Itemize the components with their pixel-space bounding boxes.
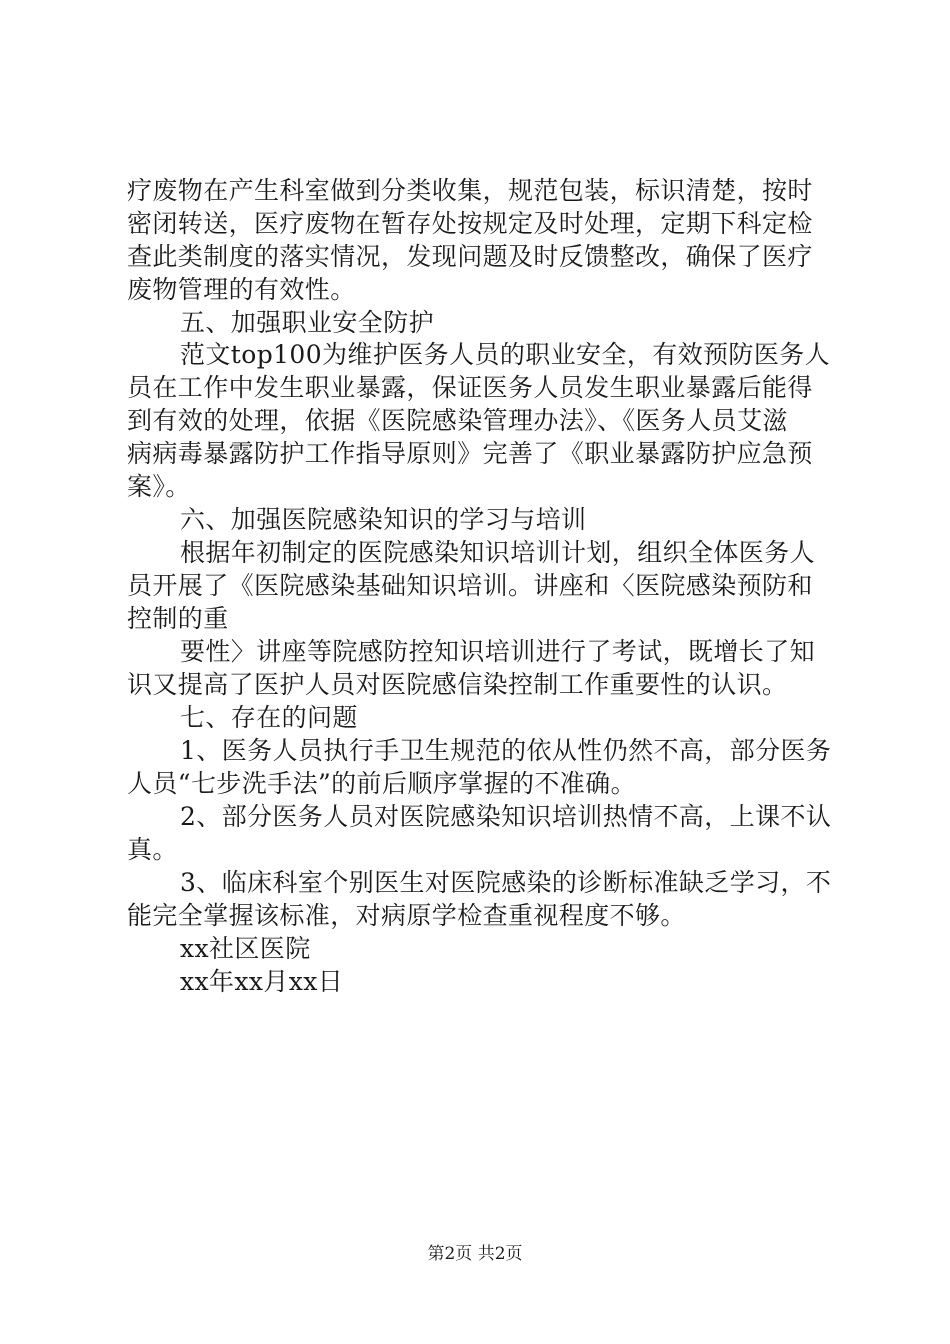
body-text-line: 废物管理的有效性。 xyxy=(127,275,356,304)
list-item-text: 能完全掌握该标准，对病原学检查重视程度不够。 xyxy=(127,901,686,930)
body-text-line: 员在工作中发生职业暴露，保证医务人员发生职业暴露后能得 xyxy=(127,373,813,402)
body-text-line: 根据年初制定的医院感染知识培训计划，组织全体医务人 xyxy=(180,538,816,567)
body-text-line: 密闭转送，医疗废物在暂存处按规定及时处理，定期下科定检 xyxy=(127,209,813,238)
body-text-line: 要性〉讲座等院感防控知识培训进行了考试，既增长了知 xyxy=(180,637,816,666)
section-heading: 五、加强职业安全防护 xyxy=(180,308,435,337)
list-item-text: 真。 xyxy=(127,835,178,864)
list-item-text: 人员“七步洗手法”的前后顺序掌握的不准确。 xyxy=(127,769,636,798)
body-text-line: 控制的重 xyxy=(127,604,229,633)
list-item-text: 3、临床科室个别医生对医院感染的诊断标准缺乏学习，不 xyxy=(180,868,832,897)
signature-organization: xx社区医院 xyxy=(180,934,311,963)
body-text-line: 案》。 xyxy=(127,472,191,501)
body-text-line: 疗废物在产生科室做到分类收集，规范包装，标识清楚，按时 xyxy=(127,176,813,205)
body-text-line: 范文top100为维护医务人员的职业安全，有效预防医务人 xyxy=(180,340,831,369)
body-text-line: 识又提高了医护人员对医院感信染控制工作重要性的认识。 xyxy=(127,670,788,699)
list-item-text: 1、医务人员执行手卫生规范的依从性仍然不高，部分医务 xyxy=(180,736,832,765)
body-text-line: 病病毒暴露防护工作指导原则》完善了《职业暴露防护应急预 xyxy=(127,439,813,468)
body-text-line: 查此类制度的落实情况，发现问题及时反馈整改，确保了医疗 xyxy=(127,242,813,271)
body-text-line: 员开展了《医院感染基础知识培训。讲座和〈医院感染预防和 xyxy=(127,571,813,600)
signature-date: xx年xx月xx日 xyxy=(180,967,344,996)
section-heading: 七、存在的问题 xyxy=(180,703,358,732)
section-heading: 六、加强医院感染知识的学习与培训 xyxy=(180,505,587,534)
list-item-text: 2、部分医务人员对医院感染知识培训热情不高，上课不认 xyxy=(180,802,832,831)
body-text-line: 到有效的处理，依据《医院感染管理办法》、《医务人员艾滋 xyxy=(127,406,788,435)
page-footer: 第2页 共2页 xyxy=(427,1244,523,1264)
